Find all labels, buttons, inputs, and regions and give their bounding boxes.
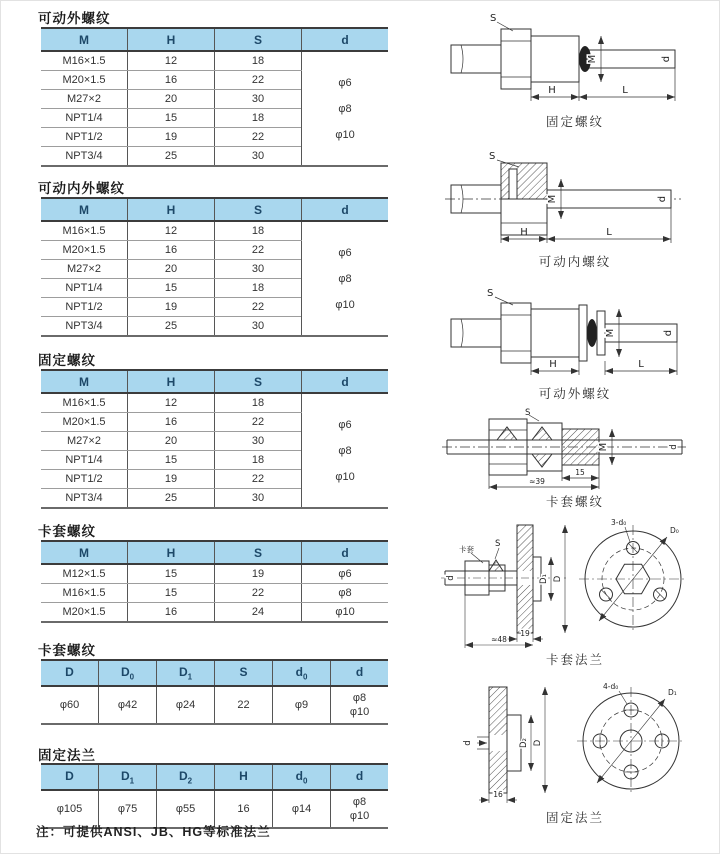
col-header: S	[215, 541, 302, 564]
table-cell: M20×1.5	[41, 603, 128, 623]
label-h: H	[520, 227, 528, 238]
table-cell: 30	[215, 317, 302, 337]
table-row	[41, 686, 388, 724]
table-cell: NPT1/4	[41, 279, 128, 298]
drawing-geometry	[451, 22, 675, 101]
table-cell: 24	[215, 603, 302, 623]
table-cell: 19	[128, 128, 215, 147]
figure-movable-external-thread	[437, 285, 713, 402]
table-cell: M20×1.5	[41, 413, 128, 432]
col-header: d	[302, 541, 389, 564]
table-cell: NPT1/4	[41, 451, 128, 470]
figure-movable-internal-thread	[437, 149, 713, 270]
table-cell: M27×2	[41, 432, 128, 451]
label-l: L	[638, 359, 644, 370]
table-cell: 16	[128, 71, 215, 90]
table-row	[41, 603, 388, 623]
label-m: M	[598, 442, 609, 452]
table-cell: φ75	[99, 790, 157, 828]
table-cell: 20	[128, 432, 215, 451]
section-title-ferrule-thread: 卡套螺纹	[38, 524, 96, 539]
table-cell: 19	[128, 298, 215, 317]
table-movable-inner-outer-thread	[41, 197, 388, 337]
table-cell	[331, 686, 389, 724]
col-header: D	[41, 764, 99, 790]
table-cell: 16	[128, 241, 215, 260]
table-cell: NPT3/4	[41, 317, 128, 337]
header-row	[41, 541, 388, 564]
merged-d-cell	[302, 221, 389, 336]
section-title-movable-external-thread: 可动外螺纹	[38, 11, 111, 26]
d-option: φ8	[338, 272, 352, 285]
table-cell: M16×1.5	[41, 221, 128, 241]
figure-caption: 可动内螺纹	[538, 255, 612, 269]
label-l: L	[606, 227, 612, 238]
label-dd: D	[553, 575, 563, 583]
table-cell: 18	[215, 393, 302, 413]
table-cell: 15	[128, 564, 215, 584]
label-s: S	[490, 13, 497, 24]
col-header: M	[41, 28, 128, 51]
table-cell: 19	[215, 564, 302, 584]
table-cell: 22	[215, 470, 302, 489]
d-option: φ10	[335, 298, 355, 311]
table-fixed-thread	[41, 369, 388, 509]
table-cell	[331, 790, 389, 828]
figure-caption: 卡套法兰	[545, 653, 604, 667]
label-s: S	[487, 288, 494, 299]
table-cell: 22	[215, 128, 302, 147]
table-row	[41, 221, 388, 241]
section-title-fixed-flange: 固定法兰	[38, 748, 96, 763]
table-cell: M27×2	[41, 90, 128, 109]
label-dd: D	[533, 739, 543, 747]
figure-fixed-thread	[437, 9, 713, 130]
table-cell: φ8	[302, 584, 389, 603]
label-h: H	[549, 359, 557, 370]
table-cell: 12	[128, 51, 215, 71]
dim-48: ≈48	[491, 635, 507, 644]
header-row	[41, 28, 388, 51]
table-cell: φ24	[157, 686, 215, 724]
label-m: M	[605, 328, 616, 338]
table-cell: NPT1/4	[41, 109, 128, 128]
col-header: d	[302, 28, 389, 51]
table-cell: 22	[215, 413, 302, 432]
col-header: H	[128, 541, 215, 564]
dim-15: 15	[575, 468, 585, 477]
d-option: φ10	[335, 470, 355, 483]
d-option: φ6	[338, 418, 352, 431]
table-cell: 20	[128, 260, 215, 279]
label-d: d	[463, 740, 473, 746]
label-m: M	[587, 54, 598, 64]
label-bolt-holes: 3-d₀	[611, 518, 627, 527]
col-header: d	[331, 660, 389, 686]
figure-ferrule-flange	[437, 515, 713, 668]
col-header: S	[215, 198, 302, 221]
label-d: d	[446, 575, 456, 581]
table-cell: M27×2	[41, 260, 128, 279]
table-row	[41, 564, 388, 584]
dim-39: ≈39	[529, 477, 545, 486]
table-cell: 12	[128, 221, 215, 241]
table-cell: 22	[215, 71, 302, 90]
section-title-ferrule-flange: 卡套螺纹	[38, 643, 96, 658]
label-d: d	[663, 329, 674, 337]
label-bolt-holes: 4-d₀	[603, 682, 619, 691]
table-cell: 19	[128, 470, 215, 489]
d-option: φ6	[338, 246, 352, 259]
d-option: φ8	[352, 692, 367, 704]
table-cell: M20×1.5	[41, 71, 128, 90]
d-option: φ8	[338, 102, 352, 115]
ferrule-thread-drawing	[437, 407, 713, 491]
table-ferrule-flange	[41, 659, 388, 725]
col-header: M	[41, 541, 128, 564]
table-cell: φ42	[99, 686, 157, 724]
col-header: H	[128, 370, 215, 393]
dim-16: 16	[493, 790, 503, 799]
table-cell: 12	[128, 393, 215, 413]
table-cell: 22	[215, 686, 273, 724]
table-cell: 30	[215, 260, 302, 279]
table-cell: NPT3/4	[41, 147, 128, 167]
table-cell: M20×1.5	[41, 241, 128, 260]
table-movable-external-thread	[41, 27, 388, 167]
col-header: H	[215, 764, 273, 790]
table-cell: 22	[215, 241, 302, 260]
section-title-movable-inner-outer-thread: 可动内外螺纹	[38, 181, 125, 196]
col-header: d	[331, 764, 389, 790]
fixed-flange-drawing	[437, 679, 713, 807]
table-cell: φ55	[157, 790, 215, 828]
d-option: φ10	[349, 810, 370, 822]
table-cell: φ10	[302, 603, 389, 623]
table-cell: M16×1.5	[41, 393, 128, 413]
d-option: φ8	[352, 796, 367, 808]
table-cell: 16	[128, 603, 215, 623]
table-cell: NPT1/2	[41, 298, 128, 317]
drawing-geometry	[445, 160, 681, 243]
table-cell: M16×1.5	[41, 51, 128, 71]
label-m: M	[547, 194, 558, 204]
col-header: M	[41, 198, 128, 221]
label-d2: D₂	[519, 738, 529, 748]
col-header: d	[302, 370, 389, 393]
label-l: L	[622, 85, 628, 96]
table-cell: M12×1.5	[41, 564, 128, 584]
col-header: $d_0$	[273, 660, 331, 686]
section-title-fixed-thread: 固定螺纹	[38, 353, 96, 368]
d-option: φ6	[338, 76, 352, 89]
label-s: S	[525, 408, 531, 418]
table-cell: NPT1/2	[41, 470, 128, 489]
table-cell: φ6	[302, 564, 389, 584]
label-d: d	[661, 55, 672, 63]
table-row	[41, 393, 388, 413]
table-cell: 18	[215, 221, 302, 241]
table-cell: 30	[215, 147, 302, 167]
label-d: d	[669, 444, 679, 450]
table-cell: 25	[128, 489, 215, 509]
figure-caption: 固定螺纹	[545, 115, 604, 129]
table-cell: 18	[215, 109, 302, 128]
fixed-thread-drawing	[437, 9, 713, 111]
label-s: S	[495, 539, 501, 549]
label-clamp: 卡套	[459, 545, 474, 554]
table-cell: 16	[215, 790, 273, 828]
table-fixed-flange	[41, 763, 388, 829]
table-cell: 16	[128, 413, 215, 432]
col-header: M	[41, 370, 128, 393]
header-row	[41, 660, 388, 686]
label-h: H	[548, 85, 556, 96]
figure-caption: 可动外螺纹	[538, 387, 612, 401]
table-cell: φ60	[41, 686, 99, 724]
col-header: d	[302, 198, 389, 221]
col-header: H	[128, 28, 215, 51]
table-cell: 15	[128, 584, 215, 603]
table-cell: 22	[215, 584, 302, 603]
table-cell: 18	[215, 51, 302, 71]
figure-caption: 卡套螺纹	[545, 495, 604, 509]
col-header: S	[215, 370, 302, 393]
table-cell: φ105	[41, 790, 99, 828]
table-cell: 30	[215, 432, 302, 451]
col-header: $D_2$	[157, 764, 215, 790]
label-bolt-circle: D₀	[670, 526, 679, 535]
col-header: $d_0$	[273, 764, 331, 790]
col-header: S	[215, 660, 273, 686]
table-cell: NPT3/4	[41, 489, 128, 509]
d-option: φ10	[349, 706, 370, 718]
table-cell: 15	[128, 451, 215, 470]
d-option: φ8	[338, 444, 352, 457]
movable-internal-thread-drawing	[437, 149, 713, 251]
table-row	[41, 51, 388, 71]
merged-d-cell	[302, 51, 389, 166]
header-row	[41, 198, 388, 221]
col-header: $D_0$	[99, 660, 157, 686]
drawing-geometry	[477, 687, 685, 803]
merged-d-cell	[302, 393, 389, 508]
table-ferrule-thread	[41, 540, 388, 623]
table-cell: 25	[128, 147, 215, 167]
table-cell: 15	[128, 279, 215, 298]
label-d1: D₁	[539, 574, 549, 584]
label-s: S	[489, 151, 496, 162]
label-d: d	[657, 195, 668, 203]
col-header: $D_1$	[99, 764, 157, 790]
col-header: H	[128, 198, 215, 221]
drawing-geometry	[441, 525, 687, 648]
figure-caption: 固定法兰	[545, 811, 604, 825]
movable-external-thread-drawing	[437, 285, 713, 383]
table-cell: 25	[128, 317, 215, 337]
table-cell: 30	[215, 90, 302, 109]
table-cell: M16×1.5	[41, 584, 128, 603]
table-cell: 18	[215, 451, 302, 470]
ferrule-flange-drawing	[437, 515, 713, 649]
table-cell: 20	[128, 90, 215, 109]
header-row	[41, 764, 388, 790]
table-cell: 30	[215, 489, 302, 509]
header-row	[41, 370, 388, 393]
figure-fixed-flange	[437, 679, 713, 826]
table-cell: 22	[215, 298, 302, 317]
dim-19: 19	[520, 629, 530, 638]
d-option: φ10	[335, 128, 355, 141]
table-cell: 15	[128, 109, 215, 128]
col-header: D	[41, 660, 99, 686]
table-row	[41, 584, 388, 603]
note-text: 注：可提供ANSI、JB、HG等标准法兰	[36, 825, 271, 839]
col-header: $D_1$	[157, 660, 215, 686]
drawing-geometry	[442, 415, 689, 489]
label-bolt-circle: D₁	[668, 688, 677, 697]
col-header: S	[215, 28, 302, 51]
figure-ferrule-thread	[437, 407, 713, 510]
table-cell: φ9	[273, 686, 331, 724]
table-cell: NPT1/2	[41, 128, 128, 147]
table-cell: 18	[215, 279, 302, 298]
table-cell: φ14	[273, 790, 331, 828]
